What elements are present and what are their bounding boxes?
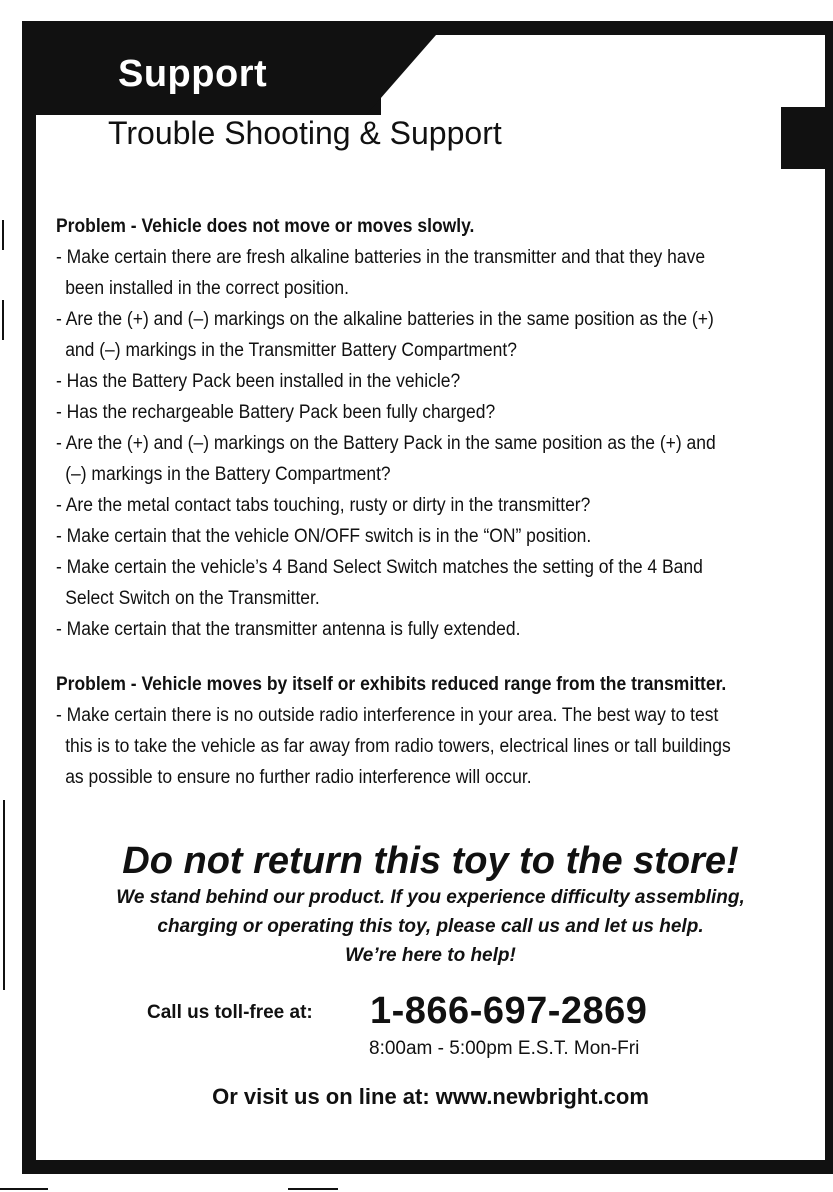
- page-title: Trouble Shooting & Support: [108, 115, 502, 151]
- list-item: - Make certain there are fresh alkaline batteries in the transmitter and that they have been installed in the correct position.: [56, 247, 706, 299]
- list-item: - Has the rechargeable Battery Pack been fully charged?: [56, 402, 496, 423]
- problem-block: [56, 211, 737, 645]
- list-item: - Make certain the vehicle’s 4 Band Select Switch matches the setting of the 4 Band Select Switch on the Transmitter.: [56, 557, 703, 609]
- list-item: - Are the (+) and (–) markings on the alkaline batteries in the same position as the (+) and (–) markings in the Transmitter Battery Compartment?: [56, 309, 714, 361]
- list-item: - Has the Battery Pack been installed in the vehicle?: [56, 371, 461, 392]
- callout-title: Do not return this toy to the store!: [122, 840, 739, 882]
- problem-heading: Problem - Vehicle does not move or moves slowly.: [56, 216, 475, 237]
- problem-block: [56, 669, 737, 793]
- support-hours: 8:00am - 5:00pm E.S.T. Mon-Fri: [369, 1038, 640, 1059]
- margin-mark: [2, 300, 4, 340]
- margin-mark: [3, 800, 5, 990]
- list-item: - Are the (+) and (–) markings on the Battery Pack in the same position as the (+) and (–) markings in the Battery Compartment?: [56, 433, 716, 485]
- phone-number[interactable]: 1-866-697-2869: [370, 990, 648, 1032]
- problem-heading: Problem - Vehicle moves by itself or exhibits reduced range from the transmitter.: [56, 674, 727, 695]
- website-line[interactable]: Or visit us on line at: www.newbright.com: [212, 1084, 649, 1109]
- list-item: - Make certain that the transmitter antenna is fully extended.: [56, 619, 521, 640]
- list-item: - Make certain that the vehicle ON/OFF switch is in the “ON” position.: [56, 526, 592, 547]
- problems-section: [56, 211, 737, 817]
- tollfree-label: Call us toll-free at:: [147, 1002, 313, 1023]
- page-frame: [22, 21, 833, 1174]
- list-item: - Are the metal contact tabs touching, rusty or dirty in the transmitter?: [56, 495, 591, 516]
- callout-line: We stand behind our product. If you experience difficulty assembling,: [116, 887, 745, 908]
- callout-line: charging or operating this toy, please call us and let us help.: [157, 916, 704, 937]
- list-item: - Make certain there is no outside radio interference in your area. The best way to test this is to take the vehicle as far away from radio towers, electrical lines or tall buildings as possible to ensure no further radio interference will occur.: [56, 705, 731, 788]
- section-label: Support: [118, 53, 268, 95]
- callout-line: We’re here to help!: [345, 945, 516, 966]
- margin-mark: [2, 220, 4, 250]
- callout: [36, 839, 825, 970]
- bottom-mark: [288, 1188, 338, 1190]
- corner-tab: [781, 107, 833, 169]
- header-slant: [366, 35, 436, 115]
- bottom-mark: [0, 1188, 48, 1190]
